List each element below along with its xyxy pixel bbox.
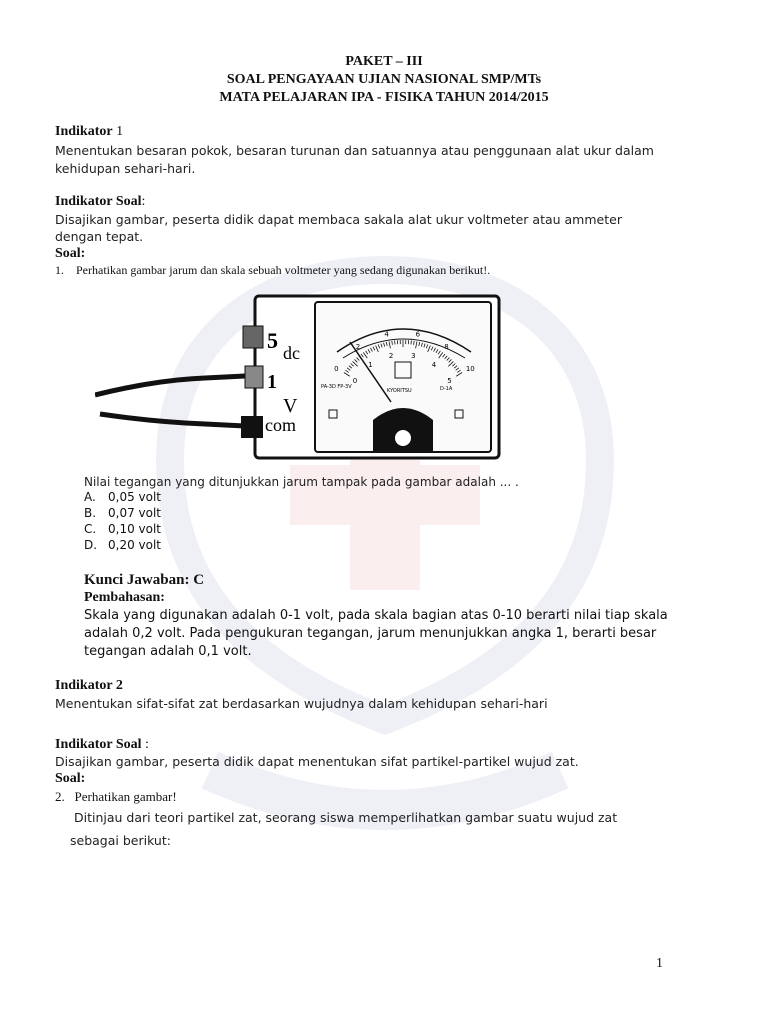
brand-name: KYORITSU (387, 388, 412, 394)
bottom-scale-label: 1 (368, 360, 373, 369)
question-1-number: 1. (55, 263, 64, 277)
indikator-2-text: Menentukan sifat-sifat zat berdasarkan wujudnya dalam kehidupan sehari-hari (55, 696, 548, 711)
question-1 (55, 263, 490, 278)
indikator-soal-1-heading (55, 194, 145, 210)
option-b (84, 506, 161, 520)
pembahasan-line-3: tegangan adalah 0,1 volt. (84, 644, 252, 659)
option-d-letter: D. (84, 538, 98, 552)
header-paket: PAKET – III (345, 54, 423, 69)
bottom-scale-label: 3 (411, 352, 416, 361)
probe-wire-upper (95, 376, 245, 395)
indikator-soal-label: Indikator Soal (55, 194, 142, 209)
question-2-line-1: Ditinjau dari teori partikel zat, seorang siswa memperlihatkan gambar suatu wujud zat (74, 810, 618, 825)
question-2 (55, 789, 177, 805)
answer-key: Kunci Jawaban: C (84, 572, 205, 588)
question-2-line-2: sebagai berikut: (70, 833, 171, 848)
question-2-number: 2. (55, 789, 65, 804)
indikator-soal-2-label: Indikator Soal (55, 737, 142, 752)
voltmeter-figure (95, 292, 505, 464)
indikator-soal-1-text-cont: dengan tepat. (55, 229, 144, 244)
indikator-1-text-cont: kehidupan sehari-hari. (55, 161, 196, 176)
option-b-letter: B. (84, 506, 97, 520)
zero-adjust-screw (395, 430, 411, 446)
header-subject: MATA PELAJARAN IPA - FISIKA TAHUN 2014/2015 (219, 90, 549, 105)
terminal-5-label: 5 (267, 328, 278, 353)
bottom-scale-label: 0 (352, 376, 358, 385)
option-d-text: 0,20 volt (108, 538, 162, 552)
soal-1-label: Soal: (55, 246, 86, 261)
dc-label: dc (283, 343, 300, 363)
question-1-prompt: Nilai tegangan yang ditunjukkan jarum tampak pada gambar adalah ... . (84, 475, 519, 489)
page-number: 1 (656, 956, 663, 971)
indikator-soal-2-text: Disajikan gambar, peserta didik dapat menentukan sifat partikel-partikel wujud zat. (55, 754, 579, 769)
v-label: V (283, 395, 298, 417)
top-scale-label: 2 (355, 342, 361, 351)
pembahasan-line-1: Skala yang digunakan adalah 0-1 volt, pada skala bagian atas 0-10 berarti nilai tiap skala (84, 608, 668, 623)
option-c-letter: C. (84, 522, 97, 536)
pembahasan-label: Pembahasan: (84, 590, 165, 605)
terminal-1-label: 1 (267, 371, 277, 393)
indikator-1-text: Menentukan besaran pokok, besaran turunan dan satuannya atau penggunaan alat ukur dalam (55, 143, 654, 158)
top-scale-label: 0 (334, 365, 339, 374)
indikator-soal-2-colon: : (141, 737, 149, 752)
indikator-soal-colon: : (141, 194, 146, 209)
model-right: D-1A (440, 386, 453, 392)
top-scale-label: 10 (465, 365, 475, 374)
indikator-label: Indikator (55, 124, 113, 139)
question-1-text: Perhatikan gambar jarum dan skala sebuah voltmeter yang sedang digunakan berikut!. (76, 263, 491, 277)
indikator-soal-2-heading (55, 737, 149, 753)
header-title: SOAL PENGAYAAN UJIAN NASIONAL SMP/MTs (226, 72, 542, 87)
top-scale-label: 4 (384, 330, 389, 339)
bottom-scale-label: 5 (447, 376, 452, 385)
terminal-1v (245, 366, 263, 388)
terminal-com (241, 416, 263, 438)
indikator-2-heading: Indikator 2 (55, 678, 123, 693)
indikator-number: 1 (116, 124, 124, 139)
indikator-soal-1-text: Disajikan gambar, peserta didik dapat membaca sakala alat ukur voltmeter atau ammeter (55, 212, 622, 227)
com-label: com (265, 415, 296, 435)
option-b-text: 0,07 volt (108, 506, 162, 520)
top-scale-label: 6 (415, 330, 421, 339)
question-2-text: Perhatikan gambar! (74, 789, 177, 804)
top-scale-label: 8 (444, 342, 449, 351)
terminal-5v (243, 326, 263, 348)
pembahasan-line-2: adalah 0,2 volt. Pada pengukuran tegangan, jarum menunjukkan angka 1, berarti besar (84, 626, 657, 641)
model-left: PA-3D FP-3V (321, 384, 352, 390)
option-a-letter: A. (84, 490, 96, 504)
option-c-text: 0,10 volt (108, 522, 162, 536)
option-d (84, 538, 161, 552)
probe-wire-lower (100, 414, 245, 426)
indikator-1-heading (55, 124, 123, 140)
bottom-scale-label: 2 (388, 352, 394, 361)
option-a (84, 490, 161, 504)
bottom-scale-label: 4 (431, 360, 437, 369)
option-c (84, 522, 161, 536)
option-a-text: 0,05 volt (108, 490, 162, 504)
soal-2-label: Soal: (55, 771, 86, 786)
